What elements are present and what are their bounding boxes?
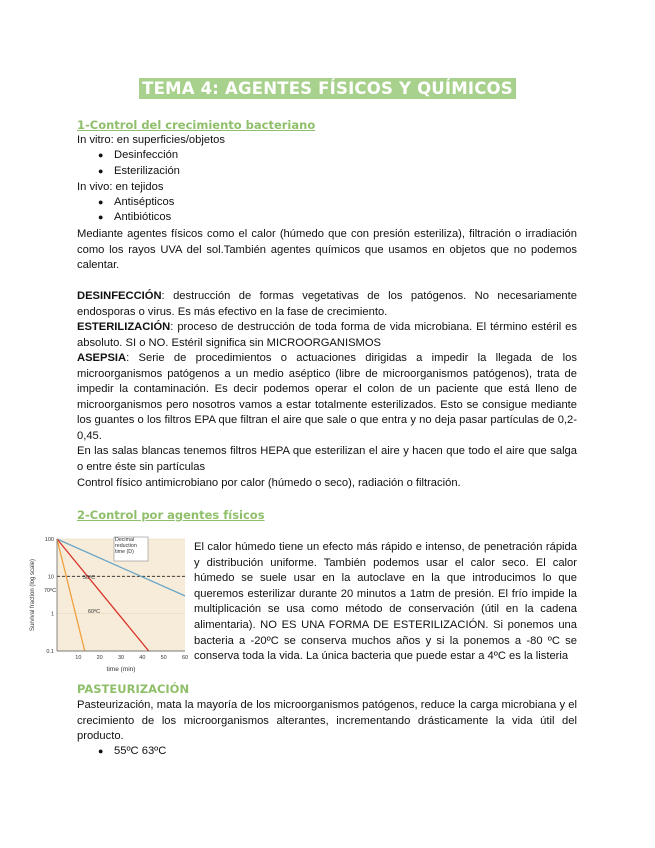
- bullet-icon: ●: [98, 212, 104, 222]
- document-page: TEMA 4: AGENTES FÍSICOS Y QUÍMICOS 1-Control del crecimiento bacteriano In vitro: en superficies/objetos ● Desinfección ● Esterilización In vivo: en tejidos ● Antisépticos ● Antibióticos Mediante agentes físicos como el calor (húmedo que con presión esteriliza), filtración o irradiación como los rayos UVA del sol.También agentes químicos que usamos en objetos que no podemos calentar. DESINFECCIÓN: destrucción de formas vegetativas de los patógenos. No necesariamente endosporas o virus. Es más efectivo en la fase de crecimiento. ESTERILIZACIÓN: proceso de destrucción de toda forma de vida microbiana. El término estéril es absoluto. SI o NO. Estéril significa sin MICROORGANISMOS ASEPSIA: Serie de procedimientos o actuaciones dirigidas a impedir la llegada de los microorganismos patógenos a un medio aséptico (libre de microorganismos patógenos), trata de impedir la contaminación. Es decir podemos operar el colon de un paciente que está lleno de microorganismos pero nosotros vamos a estar totalmente esterilizados. Esto se consigue mediante los guantes o los filtros EPA que filtran el aire que sale o que entra y no deja pasar partículas de 0,2-0,45. En las salas blancas tenemos filtros HEPA que esterilizan el aire y hacen que todo el aire que salga o entre éste sin partículas Control físico antimicrobiano por calor (húmedo o seco), radiación o filtración. 2-Control por agentes físicos 100 10 1 0.1 10 20 30 40 50 60 50ºC 60ºC 70ºC time (min) Survival fraction (log scale) Decimal reduction time (D) El calor húmedo tiene un efecto más rápido e intenso, de penetración rápida y distribución uniforme. También podemos usar el calor seco. El calor húmedo se suele usar en la autoclave en la que introducimos lo que queremos esterilizar durante 20 minutos a 1atm de presión. El frío impide la multiplicación se usa como método de conservación (útil en la cadena alimentaria). NO ES UNA FORMA DE ESTERILIZACIÓN. Si ponemos una bacteria a -20ºC se conserva muchos años y si la ponemos a -80 ºC se conserva toda la vida. La única bacteria que puede estar a 4ºC es la listeria PASTEURIZACIÓN Pasteurización, mata la mayoría de los microorganismos patógenos, reduce la carga microbiana y el crecimiento de los microorganismos alterantes, incrementando drásticamente la vida útil del producto. ● 55ºC 63ºC: [0, 0, 655, 848]
- term: DESINFECCIÓN: [77, 290, 162, 302]
- x-tick-label: 50: [160, 655, 167, 661]
- bullet-icon: ●: [98, 166, 104, 176]
- x-axis-label: time (min): [106, 666, 136, 673]
- bullet-icon: ●: [98, 197, 104, 207]
- section-heading-agentes: 2-Control por agentes físicos: [77, 508, 265, 522]
- paragraph-control: Control físico antimicrobiano por calor (húmedo o seco), radiación o filtración.: [77, 477, 461, 489]
- y-tick-label: 10: [47, 574, 54, 581]
- section-heading-control: 1-Control del crecimiento bacteriano: [77, 118, 316, 132]
- annotation-text: Decimal reduction time (D): [115, 537, 137, 555]
- paragraph-salas: En las salas blancas tenemos filtros HEPA que esterilizan el aire y hacen que todo el aire que salga o entre éste sin partículas: [77, 445, 577, 473]
- x-tick-label: 40: [139, 655, 146, 661]
- page-title: TEMA 4: AGENTES FÍSICOS Y QUÍMICOS: [139, 78, 516, 99]
- bullet-icon: ●: [98, 150, 104, 160]
- invitro-line: In vitro: en superficies/objetos: [77, 134, 225, 146]
- y-axis-label: Survival fraction (log scale): [30, 558, 36, 632]
- y-tick-label: 100: [44, 537, 54, 543]
- x-tick-label: 30: [117, 655, 125, 661]
- pasteurizacion-heading: PASTEURIZACIÓN: [77, 682, 190, 696]
- term: ESTERILIZACIÓN: [77, 321, 171, 333]
- x-tick-label: 10: [75, 655, 82, 661]
- definition-esterilizacion: ESTERILIZACIÓN: proceso de destrucción de toda forma de vida microbiana. El término estéril es absoluto. SI o NO. Estéril significa sin MICROORGANISMOS: [77, 321, 577, 349]
- y-tick-labels: [44, 537, 57, 655]
- survival-chart: [28, 533, 188, 675]
- series-label: 60ºC: [88, 609, 101, 615]
- definition-asepsia: ASEPSIA: Serie de procedimientos o actuaciones dirigidas a impedir la llegada de los microorganismos patógenos a un medio aséptico (libre de microorganismos patógenos), trata de impedir la contaminación. Es decir podemos operar el colon de un paciente que está lleno de microorganismos pero nosotros vamos a estar totalmente esterilizados. Esto se consigue mediante los guantes o los filtros EPA que filtran el aire que sale o que entra y no deja pasar partículas de 0,2-0,45.: [77, 352, 577, 442]
- y-tick-label: 0.1: [46, 649, 54, 655]
- series-label: 50ºC: [83, 575, 96, 581]
- bullet-icon: ●: [98, 746, 104, 756]
- title-wrap: [0, 78, 655, 99]
- paragraph-agents: Mediante agentes físicos como el calor (húmedo que con presión esteriliza), filtración o irradiación como los rayos UVA del sol.También agentes químicos que usamos en objetos que no podemos calentar.: [77, 228, 577, 272]
- term: ASEPSIA: [77, 352, 127, 364]
- paragraph-pasteurizacion: Pasteurización, mata la mayoría de los microorganismos patógenos, reduce la carga microbiana y el crecimiento de los microorganismos alterantes, incrementando drásticamente la vida útil del producto.: [77, 699, 577, 743]
- x-tick-labels: [75, 655, 188, 661]
- definition-desinfeccion: DESINFECCIÓN: destrucción de formas vegetativas de los patógenos. No necesariamente endosporas o virus. Es más efectivo en la fase de crecimiento.: [77, 290, 577, 318]
- x-tick-label: 20: [96, 655, 103, 661]
- paragraph-calor: El calor húmedo tiene un efecto más rápido e intenso, de penetración rápida y distribución uniforme. También podemos usar el calor seco. El calor húmedo se suele usar en la autoclave en la que introducimos lo que queremos esterilizar durante 20 minutos a 1atm de presión. El frío impide la multiplicación se usa como método de conservación (útil en la cadena alimentaria). NO ES UNA FORMA DE ESTERILIZACIÓN. Si ponemos una bacteria a -20ºC se conserva muchos años y si la ponemos a -80 ºC se conserva toda la vida. La única bacteria que puede estar a 4ºC es la listeria: [194, 541, 577, 663]
- series-label: 70ºC: [44, 588, 57, 594]
- annotation-wrap: [115, 537, 147, 561]
- x-tick-label: 60: [181, 655, 188, 661]
- y-tick-label: 1: [50, 611, 54, 618]
- invivo-line: In vivo: en tejidos: [77, 181, 164, 193]
